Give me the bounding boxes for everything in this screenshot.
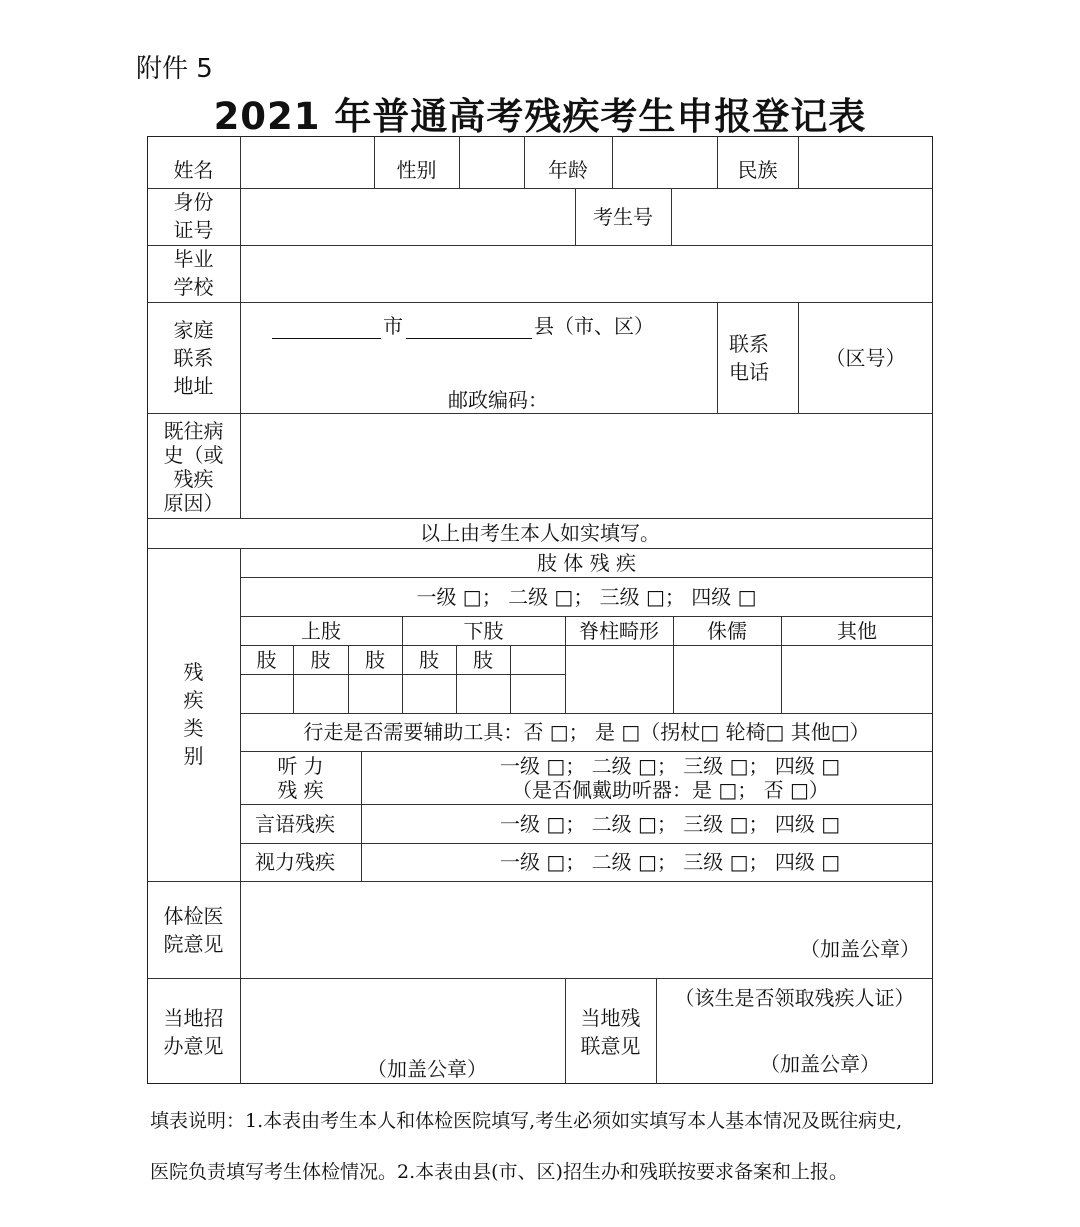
upper-limb-label: 上肢 — [301, 619, 341, 643]
school-label-line1: 毕业 — [173, 247, 214, 271]
limb-label: 肢 — [473, 648, 493, 672]
category-char-2: 疾 — [183, 688, 204, 712]
dwarfism-label: 侏儒 — [707, 619, 747, 643]
city-label: 市 — [383, 314, 403, 338]
school-label-line2: 学校 — [173, 275, 214, 299]
physical-header: 肢 体 残 疾 — [536, 551, 637, 575]
disability-card-question: （该生是否领取残疾人证） — [674, 986, 915, 1010]
category-char-1: 残 — [183, 660, 204, 684]
physical-grades[interactable]: 一级 □； 二级 □； 三级 □； 四级 □ — [416, 585, 757, 609]
county-blank[interactable] — [406, 338, 532, 339]
attachment-label: 附件 5 — [136, 54, 213, 84]
admissions-office-label-line1: 当地招 — [163, 1006, 224, 1030]
history-label-line4: 原因） — [163, 491, 224, 515]
history-label-line3: 残疾 — [173, 467, 214, 491]
disabled-federation-label-line1: 当地残 — [580, 1006, 641, 1030]
hospital-label-line1: 体检医 — [163, 904, 224, 928]
vision-label: 视力残疾 — [255, 850, 335, 874]
disabled-federation-seal-note: （加盖公章） — [760, 1052, 880, 1076]
id-number-field[interactable] — [241, 189, 575, 245]
hearing-aid-question[interactable]: （是否佩戴助听器：是 □； 否 □） — [512, 778, 829, 802]
admissions-office-seal-note: （加盖公章） — [367, 1057, 487, 1081]
name-field[interactable] — [241, 137, 374, 188]
speech-label: 言语残疾 — [255, 812, 335, 836]
other-label: 其他 — [837, 619, 877, 643]
speech-grades[interactable]: 一级 □； 二级 □； 三级 □； 四级 □ — [500, 812, 841, 836]
id-label-line1: 身份 — [173, 190, 214, 214]
history-label-line2: 史（或 — [163, 443, 224, 467]
vision-grades[interactable]: 一级 □； 二级 □； 三级 □； 四级 □ — [500, 850, 841, 874]
hospital-seal-note: （加盖公章） — [800, 937, 920, 961]
id-label-line2: 证号 — [173, 218, 214, 242]
admissions-office-label-line2: 办意见 — [163, 1034, 224, 1058]
disabled-federation-label-line2: 联意见 — [580, 1034, 641, 1058]
ethnicity-field[interactable] — [799, 137, 932, 188]
age-label: 年龄 — [548, 158, 588, 182]
spine-deformity-label: 脊柱畸形 — [579, 619, 659, 643]
gender-field[interactable] — [460, 137, 524, 188]
limb-label: 肢 — [419, 648, 439, 672]
limb-label: 肢 — [256, 648, 277, 672]
self-fill-note: 以上由考生本人如实填写。 — [420, 521, 660, 545]
exam-number-label: 考生号 — [593, 205, 653, 229]
age-field[interactable] — [613, 137, 717, 188]
ethnicity-label: 民族 — [737, 158, 778, 182]
exam-number-field[interactable] — [672, 189, 932, 245]
limb-label: 肢 — [310, 648, 331, 672]
postcode-label: 邮政编码： — [448, 388, 548, 412]
lower-limb-label: 下肢 — [463, 619, 504, 643]
form-title: 2021 年普通高考残疾考生申报登记表 — [213, 95, 867, 138]
category-char-4: 别 — [183, 744, 204, 768]
hearing-grades[interactable]: 一级 □； 二级 □； 三级 □； 四级 □ — [500, 754, 841, 778]
address-label-line2: 联系 — [173, 346, 214, 370]
county-label: 县（市、区） — [534, 314, 654, 338]
hospital-opinion-field[interactable] — [241, 882, 932, 978]
phone-label-line1: 联系 — [729, 332, 769, 356]
area-code-label: （区号） — [825, 346, 906, 370]
address-label-line3: 地址 — [173, 374, 214, 398]
hospital-label-line2: 院意见 — [163, 932, 224, 956]
limb-label: 肢 — [365, 648, 385, 672]
gender-label: 性别 — [396, 158, 437, 182]
hearing-label-line2: 残 疾 — [277, 778, 324, 802]
city-blank[interactable] — [272, 338, 381, 339]
name-label: 姓名 — [173, 158, 214, 182]
phone-label-line2: 电话 — [729, 360, 769, 384]
walking-aid-question[interactable]: 行走是否需要辅助工具：否 □； 是 □（拐杖□ 轮椅□ 其他□） — [303, 720, 870, 744]
hearing-label-line1: 听 力 — [277, 754, 324, 778]
disabled-federation-opinion-field[interactable] — [657, 1010, 932, 1050]
category-char-3: 类 — [183, 716, 204, 740]
instructions-line2: 医院负责填写考生体检情况。2.本表由县(市、区)招生办和残联按要求备案和上报。 — [150, 1161, 848, 1183]
school-field[interactable] — [241, 246, 932, 302]
history-label-line1: 既往病 — [163, 419, 224, 443]
instructions-line1: 填表说明：1.本表由考生本人和体检医院填写,考生必须如实填写本人基本情况及既往病史, — [150, 1110, 903, 1132]
history-field[interactable] — [241, 414, 932, 518]
address-label-line1: 家庭 — [173, 318, 214, 342]
